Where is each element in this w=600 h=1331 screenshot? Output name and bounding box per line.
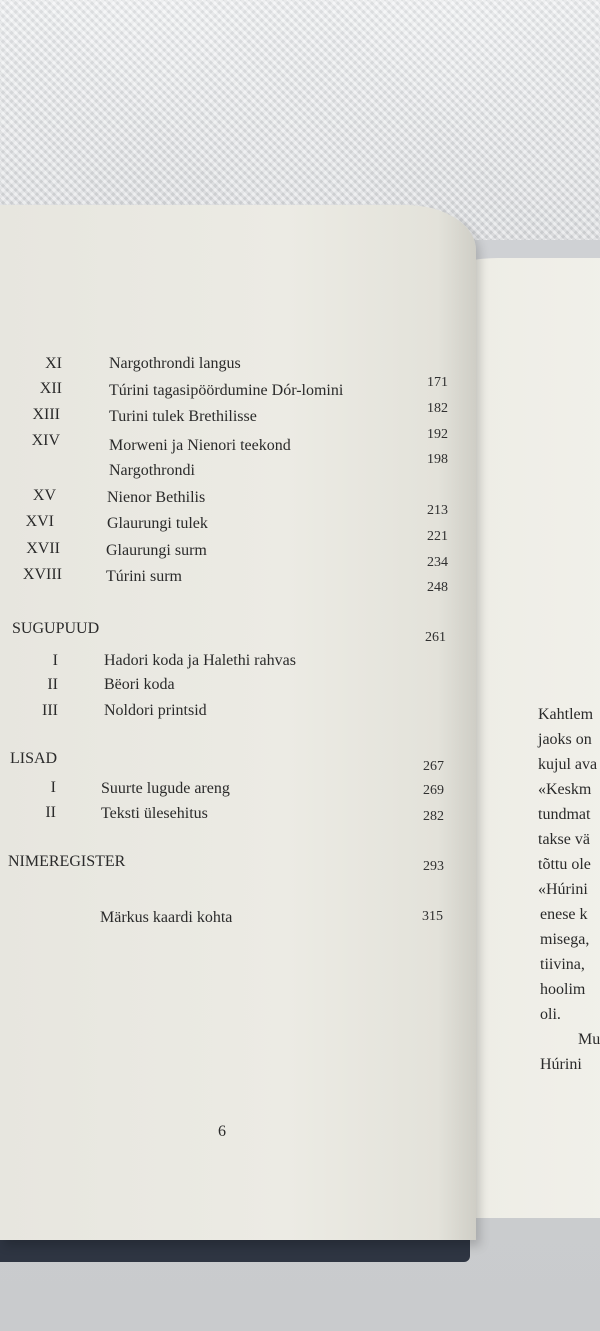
chapter-number: XVIII <box>22 566 62 583</box>
page-number: 213 <box>427 503 448 518</box>
chapter-number: III <box>42 702 58 719</box>
chapter-title-continuation: Nargothrondi <box>109 462 195 479</box>
page-number: 192 <box>427 427 448 442</box>
chapter-title: Glaurungi surm <box>106 542 207 559</box>
chapter-title: Noldori printsid <box>104 702 207 719</box>
right-page-line: tundmat <box>538 806 591 823</box>
chapter-number: XVI <box>25 513 54 530</box>
page-number: 267 <box>423 759 444 774</box>
right-page-line: tiivina, <box>540 956 585 973</box>
chapter-title: Nienor Bethilis <box>107 489 206 506</box>
right-page-line: oli. <box>540 1006 561 1023</box>
map-note-title: Märkus kaardi kohta <box>100 909 233 926</box>
section-heading-lisad: LISAD <box>10 750 58 767</box>
chapter-number: XVII <box>26 540 60 557</box>
right-page-line: Húrini <box>540 1056 582 1073</box>
chapter-title: Morweni ja Nienori teekond <box>109 437 291 454</box>
right-page-line: «Keskm <box>538 781 592 798</box>
page-number: 171 <box>427 375 448 390</box>
chapter-title: Bëori koda <box>104 676 175 693</box>
page-number: 293 <box>423 859 444 874</box>
chapter-title: Túrini tagasipöördumine Dór-lomini <box>109 382 344 399</box>
right-page-line: tõttu ole <box>538 856 591 873</box>
chapter-number: II <box>47 676 58 693</box>
page-number: 234 <box>427 555 448 570</box>
right-page-line: takse vä <box>538 831 590 848</box>
chapter-number: I <box>50 779 56 796</box>
chapter-title: Nargothrondi langus <box>109 355 241 372</box>
chapter-title: Suurte lugude areng <box>101 780 230 797</box>
chapter-title: Turini tulek Brethilisse <box>109 408 257 425</box>
chapter-number: XIII <box>32 406 60 423</box>
chapter-number: I <box>52 652 58 669</box>
right-page-line: misega, <box>540 931 590 948</box>
right-page-line: jaoks on <box>538 731 592 748</box>
chapter-title: Teksti ülesehitus <box>101 805 208 822</box>
chapter-title: Glaurungi tulek <box>107 515 208 532</box>
right-page-line: hoolim <box>540 981 586 998</box>
left-page-table-of-contents <box>0 205 476 1240</box>
page-number: 261 <box>425 630 446 645</box>
chapter-number: II <box>45 804 56 821</box>
right-page-line: enese k <box>540 906 588 923</box>
page-number: 248 <box>427 580 448 595</box>
folio-page-number: 6 <box>218 1123 226 1140</box>
chapter-number: XII <box>39 380 62 397</box>
tablecloth-background <box>0 0 600 240</box>
chapter-number: XV <box>32 487 56 504</box>
right-page-line: Kahtlem <box>538 706 594 723</box>
page-number: 269 <box>423 783 444 798</box>
chapter-number: XI <box>45 355 62 372</box>
page-number: 182 <box>427 401 448 416</box>
section-heading-nimeregister: NIMEREGISTER <box>8 853 126 870</box>
chapter-title: Hadori koda ja Halethi rahvas <box>104 652 296 669</box>
section-heading-sugupuud: SUGUPUUD <box>12 620 100 637</box>
page-number: 315 <box>422 909 443 924</box>
page-number: 198 <box>427 452 448 467</box>
right-page-line: Mu <box>578 1031 600 1048</box>
chapter-title: Túrini surm <box>106 568 182 585</box>
right-page-line: «Húrini <box>538 881 588 898</box>
right-page <box>458 258 600 1218</box>
chapter-number: XIV <box>31 432 60 449</box>
right-page-line: kujul ava <box>538 756 598 773</box>
page-number: 282 <box>423 809 444 824</box>
page-number: 221 <box>427 529 448 544</box>
